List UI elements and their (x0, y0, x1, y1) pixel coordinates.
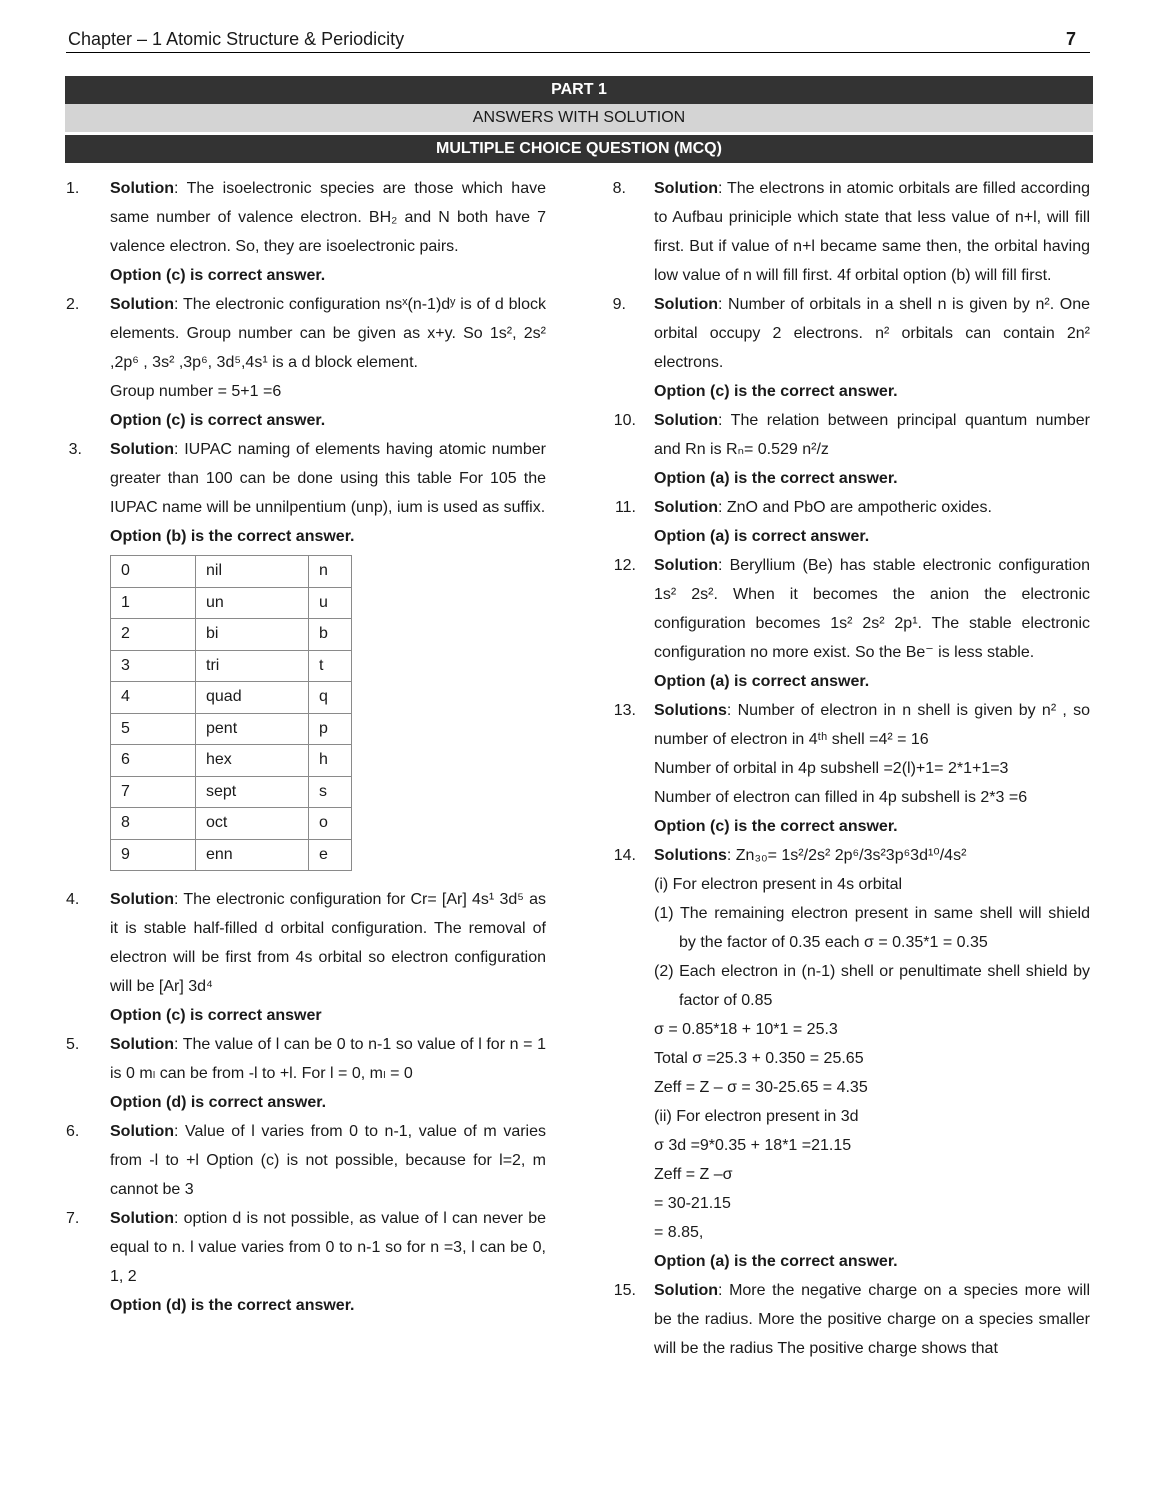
question-10 (610, 406, 1090, 493)
table-cell: b (309, 619, 352, 651)
question-14 (610, 841, 1090, 1276)
table-cell: tri (196, 650, 309, 682)
question-number: 12. (613, 557, 636, 574)
right-column (610, 174, 1090, 1363)
solution-text: Solution: The electronic configuration for Cr= [Ar] 4s¹ 3d⁵ as it is stable half-filled d orbital configuration. The removal of electron will be first from 4s orbital so electron configuration will be [Ar] 3d⁴ (110, 891, 546, 995)
table-cell: 9 (111, 839, 196, 871)
table-cell: s (309, 776, 352, 808)
table-row (111, 776, 352, 808)
table-cell: 6 (111, 745, 196, 777)
table-row (111, 808, 352, 840)
chapter-title: Chapter – 1 Atomic Structure & Periodicity (68, 29, 405, 49)
table-cell: enn (196, 839, 309, 871)
solution-text: Solution: Value of l varies from 0 to n-1, value of m varies from -l to +l Option (c) is not possible, because for l=2, m cannot be 3 (110, 1123, 546, 1198)
table-row (111, 745, 352, 777)
question-number: 2. (66, 296, 80, 313)
table-row (111, 587, 352, 619)
question-number: 4. (66, 891, 80, 908)
solution-text: Solution: The electrons in atomic orbitals are filled according to Aufbau priniciple which state that less value of n+l, will fill first. But if value of n+l became same then, the orbital having low value of n will fill first. 4f orbital option (b) will fill first. (654, 180, 1090, 284)
question-2 (66, 290, 546, 435)
table-cell: hex (196, 745, 309, 777)
question-number: 9. (612, 296, 626, 313)
solution-text: Solution: The isoelectronic species are those which have same number of valence electron. BH₂ and N both have 7 valence electron. So, they are isoelectronic pairs. (110, 180, 546, 255)
question-8 (610, 174, 1090, 290)
question-number: 11. (614, 499, 636, 516)
solution-text: Solution: The value of l can be 0 to n-1 so value of l for n = 1 is 0 mₗ can be from -l to +l. For l = 0, mₗ = 0 (110, 1036, 546, 1082)
table-cell: n (309, 556, 352, 588)
solution-line: σ 3d =9*0.35 + 18*1 =21.15 (654, 1137, 852, 1154)
question-number: 6. (66, 1123, 80, 1140)
solution-text: Solutions: Number of electron in n shell is given by n² , so number of electron in 4ᵗʰ shell =4² = 16 (654, 702, 1090, 748)
answer: Option (c) is correct answer (110, 1007, 322, 1024)
iupac-naming-table (110, 555, 352, 871)
table-cell: t (309, 650, 352, 682)
solution-line: Zeff = Z –σ (654, 1166, 733, 1183)
question-7 (66, 1204, 546, 1320)
solution-line: (2) Each electron in (n-1) shell or penultimate shell shield by factor of 0.85 (654, 963, 1090, 1009)
table-cell: nil (196, 556, 309, 588)
answer: Option (a) is the correct answer. (654, 1253, 898, 1270)
solution-text: Solution: More the negative charge on a species more will be the radius. More the positive charge on a species smaller will be the radius The positive charge shows that (654, 1282, 1090, 1357)
question-15 (610, 1276, 1090, 1363)
solution-text: Solution: option d is not possible, as value of l can never be equal to n. l value varies from 0 to n-1 so for n =3, l can be 0, 1, 2 (110, 1210, 546, 1285)
question-4 (66, 885, 546, 1030)
solution-line: (ii) For electron present in 3d (654, 1108, 859, 1125)
solution-line: Zeff = Z – σ = 30-25.65 = 4.35 (654, 1079, 868, 1096)
table-row (111, 619, 352, 651)
table-cell: quad (196, 682, 309, 714)
answer: Option (b) is the correct answer. (110, 528, 355, 545)
answer: Option (a) is the correct answer. (654, 470, 898, 487)
question-9 (610, 290, 1090, 406)
solution-line: Number of orbital in 4p subshell =2(l)+1= 2*1+1=3 (654, 760, 1009, 777)
table-row (111, 682, 352, 714)
solution-line: (i) For electron present in 4s orbital (654, 876, 903, 893)
table-cell: e (309, 839, 352, 871)
page-number: 7 (1065, 29, 1076, 49)
table-row (111, 650, 352, 682)
question-3 (66, 435, 546, 871)
left-column (66, 174, 546, 1320)
question-13 (610, 696, 1090, 841)
solution-text: Solution: The relation between principal quantum number and Rn is Rₙ= 0.529 n²/z (654, 412, 1090, 458)
question-number: 7. (66, 1210, 80, 1227)
table-cell: 8 (111, 808, 196, 840)
table-cell: q (309, 682, 352, 714)
question-number: 3. (68, 441, 82, 458)
table-row (111, 556, 352, 588)
table-cell: sept (196, 776, 309, 808)
solution-text: Solutions: Zn₃₀= 1s²/2s² 2p⁶/3s²3p⁶3d¹⁰/4s² (654, 847, 967, 864)
answer: Option (c) is the correct answer. (654, 818, 898, 835)
table-cell: oct (196, 808, 309, 840)
part-title: PART 1 (65, 76, 1093, 104)
table-cell: 3 (111, 650, 196, 682)
solution-text: Solution: The electronic configuration nsˣ(n-1)dʸ is of d block elements. Group number can be given as x+y. So 1s², 2s² ,2p⁶ , 3s² ,3p⁶, 3d⁵,4s¹ is a d block element. (110, 296, 546, 371)
question-number: 13. (613, 702, 636, 719)
solution-text: Solution: Number of orbitals in a shell n is given by n². One orbital occupy 2 electrons. n² orbitals can contain 2n² electrons. (654, 296, 1090, 371)
table-cell: o (309, 808, 352, 840)
section-title: MULTIPLE CHOICE QUESTION (MCQ) (65, 135, 1093, 163)
question-12 (610, 551, 1090, 696)
table-cell: 2 (111, 619, 196, 651)
table-cell: p (309, 713, 352, 745)
table-cell: bi (196, 619, 309, 651)
solution-line: = 8.85, (654, 1224, 704, 1241)
subtitle: ANSWERS WITH SOLUTION (65, 104, 1093, 132)
question-number: 5. (66, 1036, 80, 1053)
solution-line: Group number = 5+1 =6 (110, 383, 282, 400)
table-cell: 1 (111, 587, 196, 619)
table-row (111, 713, 352, 745)
answer: Option (c) is the correct answer. (654, 383, 898, 400)
question-number: 8. (612, 180, 626, 197)
question-number: 1. (66, 180, 80, 197)
answer: Option (d) is the correct answer. (110, 1297, 355, 1314)
question-number: 10. (613, 412, 636, 429)
solution-text: Solution: ZnO and PbO are ampotheric oxides. (654, 499, 992, 516)
solution-line: Total σ =25.3 + 0.350 = 25.65 (654, 1050, 864, 1067)
question-5 (66, 1030, 546, 1117)
solution-line: (1) The remaining electron present in same shell will shield by the factor of 0.35 each σ = 0.35*1 = 0.35 (654, 905, 1090, 951)
solution-line: = 30-21.15 (654, 1195, 731, 1212)
table-cell: 7 (111, 776, 196, 808)
table-cell: 4 (111, 682, 196, 714)
table-cell: 5 (111, 713, 196, 745)
answer: Option (a) is correct answer. (654, 528, 870, 545)
question-number: 15. (613, 1282, 636, 1299)
answer: Option (c) is correct answer. (110, 267, 326, 284)
answer: Option (c) is correct answer. (110, 412, 326, 429)
question-number: 14. (613, 847, 636, 864)
question-6 (66, 1117, 546, 1204)
solution-text: Solution: IUPAC naming of elements having atomic number greater than 100 can be done using this table For 105 the IUPAC name will be unnilpentium (unp), ium is used as suffix. (110, 441, 546, 516)
table-cell: u (309, 587, 352, 619)
question-1 (66, 174, 546, 290)
answer: Option (d) is correct answer. (110, 1094, 327, 1111)
solution-line: σ = 0.85*18 + 10*1 = 25.3 (654, 1021, 838, 1038)
table-cell: 0 (111, 556, 196, 588)
page-header (66, 28, 1090, 53)
table-cell: un (196, 587, 309, 619)
answer: Option (a) is correct answer. (654, 673, 870, 690)
solution-line: Number of electron can filled in 4p subshell is 2*3 =6 (654, 789, 1028, 806)
table-row (111, 839, 352, 871)
table-cell: h (309, 745, 352, 777)
solution-text: Solution: Beryllium (Be) has stable electronic configuration 1s² 2s². When it becomes the anion the electronic configuration becomes 1s² 2s² 2p¹. The stable electronic configuration no more exist. So the Be⁻ is less stable. (654, 557, 1090, 661)
table-cell: pent (196, 713, 309, 745)
question-11 (610, 493, 1090, 551)
